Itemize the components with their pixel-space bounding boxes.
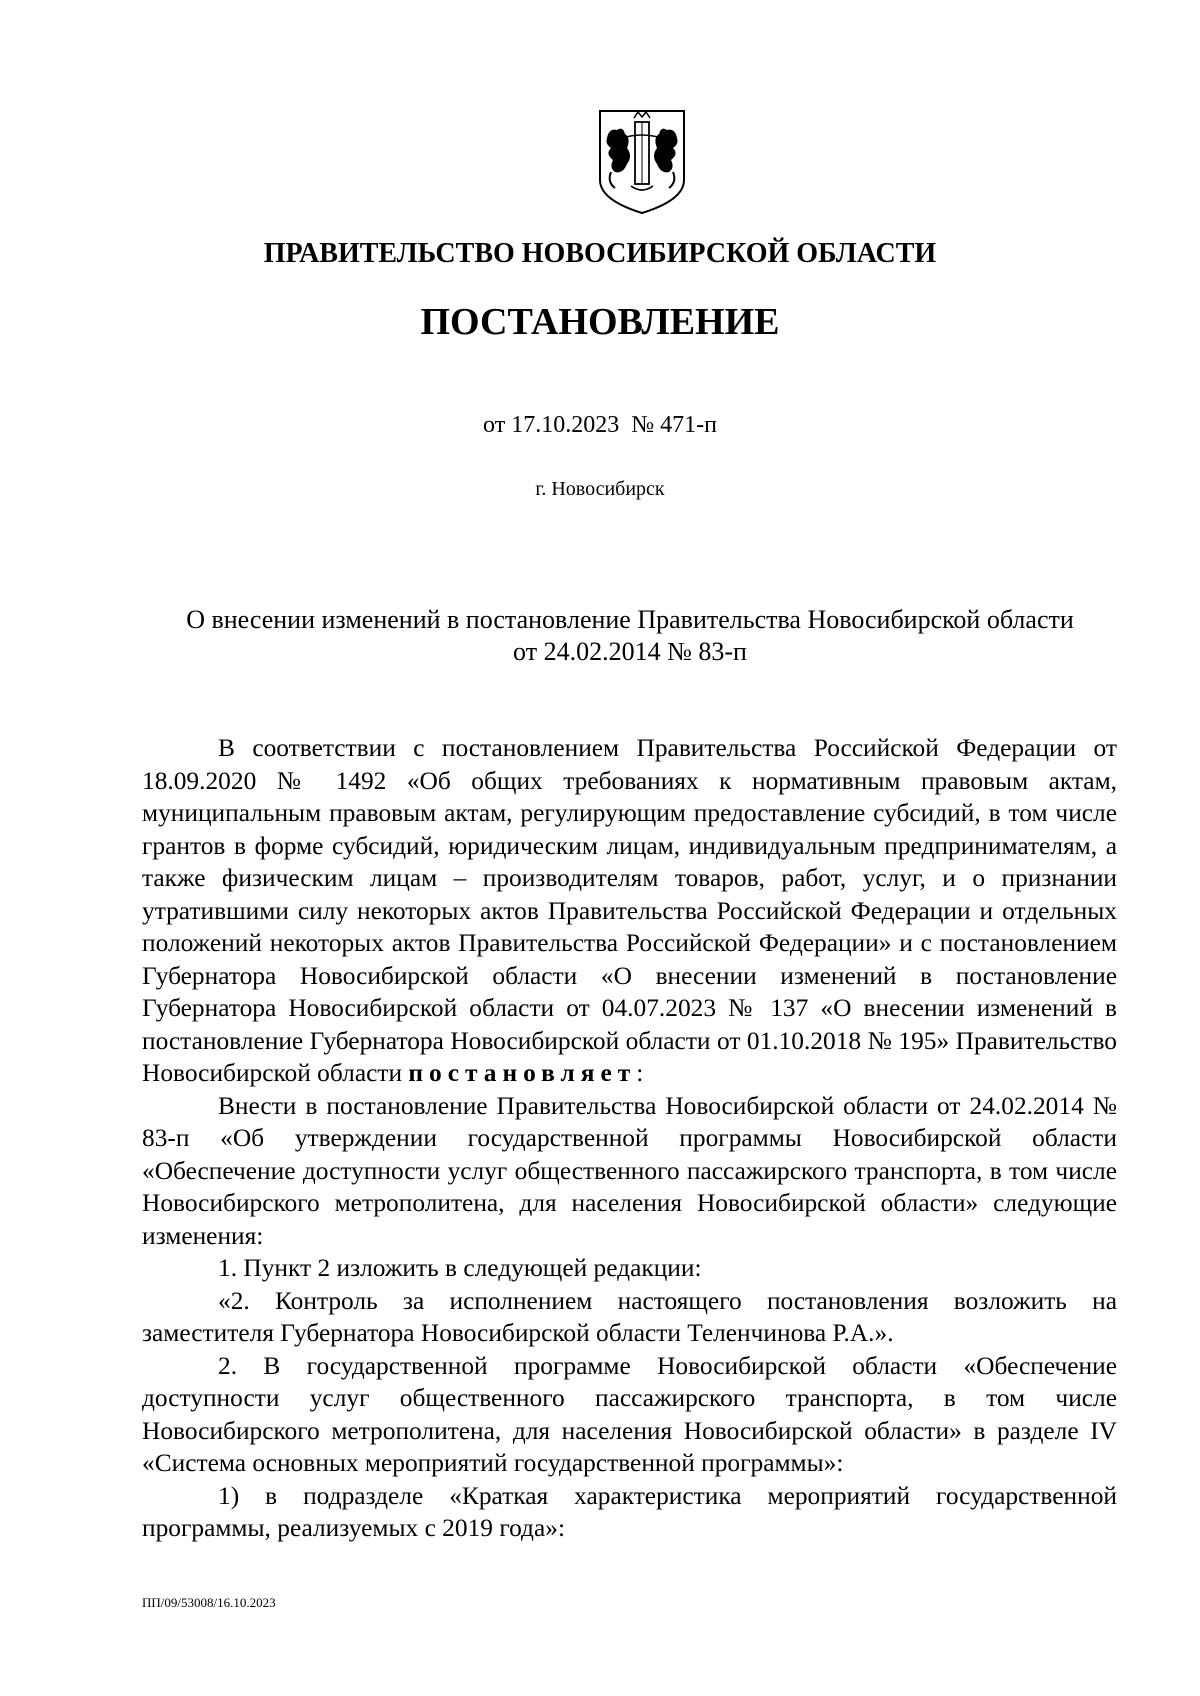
item-1-text-paragraph: «2. Контроль за исполнением настоящего постановления возложить на заместителя Губернатора Новосибирской области Теленчинова Р.А.». — [142, 1286, 1117, 1347]
subject-line-2: от 24.02.2014 № 83-п — [513, 637, 747, 666]
document-date-number: от 17.10.2023 № 471-п — [483, 412, 717, 438]
organization-title: ПРАВИТЕЛЬСТВО НОВОСИБИРСКОЙ ОБЛАСТИ — [263, 238, 937, 269]
item-2-subitem-1-paragraph: 1) в подразделе «Краткая характеристика мероприятий государственной программы, реализуемых с 2019 года»: — [142, 1481, 1117, 1542]
item-1-paragraph: 1. Пункт 2 изложить в следующей редакции: — [218, 1254, 702, 1282]
preamble-paragraph — [142, 732, 1117, 1090]
preamble-text: В соответствии с постановлением Правительства Российской Федерации от 18.09.2020 № 1492 «Об общих требованиях к нормативным правовым актам, муниципальным правовым актам, регулирующим предоставление субсидий, в том числе грантов в форме субсидий, юридическим лицам, индивидуальным предпринимателям, а также физическим лицам – производителям товаров, работ, услуг, и о признании утратившими силу некоторых актов Правительства Российской Федерации и отдельных положений некоторых актов Правительства Российской Федерации» и с постановлением Губернатора Новосибирской области «О внесении изменений в постановление Губернатора Новосибирской области от 04.07.2023 № 137 «О внесении изменений в постановление Губернатора Новосибирской области от 01.10.2018 № 195» Правительство Новосибирской области — [142, 734, 1117, 1087]
footer-document-code: ПП/09/53008/16.10.2023 — [142, 1595, 276, 1610]
coat-of-arms-icon — [597, 108, 687, 216]
document-subject — [140, 604, 1120, 668]
subject-line-1: О внесении изменений в постановление Правительства Новосибирской области — [186, 605, 1074, 634]
document-city: г. Новосибирск — [535, 478, 665, 500]
resolves-word: постановляет — [408, 1059, 637, 1087]
resolves-colon: : — [636, 1059, 644, 1087]
document-type-heading: ПОСТАНОВЛЕНИЕ — [420, 301, 780, 343]
intro-paragraph: Внести в постановление Правительства Новосибирской области от 24.02.2014 № 83-п «Об утверждении государственной программы Новосибирской области «Обеспечение доступности услуг общественного пассажирского транспорта, в том числе Новосибирского метрополитена, для населения Новосибирской области» следующие изменения: — [142, 1091, 1117, 1250]
item-2-paragraph: 2. В государственной программе Новосибирской области «Обеспечение доступности услуг общественного пассажирского транспорта, в том числе Новосибирского метрополитена, для населения Новосибирской области» в разделе IV «Система основных мероприятий государственной программы»: — [142, 1351, 1117, 1477]
document-body — [142, 732, 1117, 1545]
